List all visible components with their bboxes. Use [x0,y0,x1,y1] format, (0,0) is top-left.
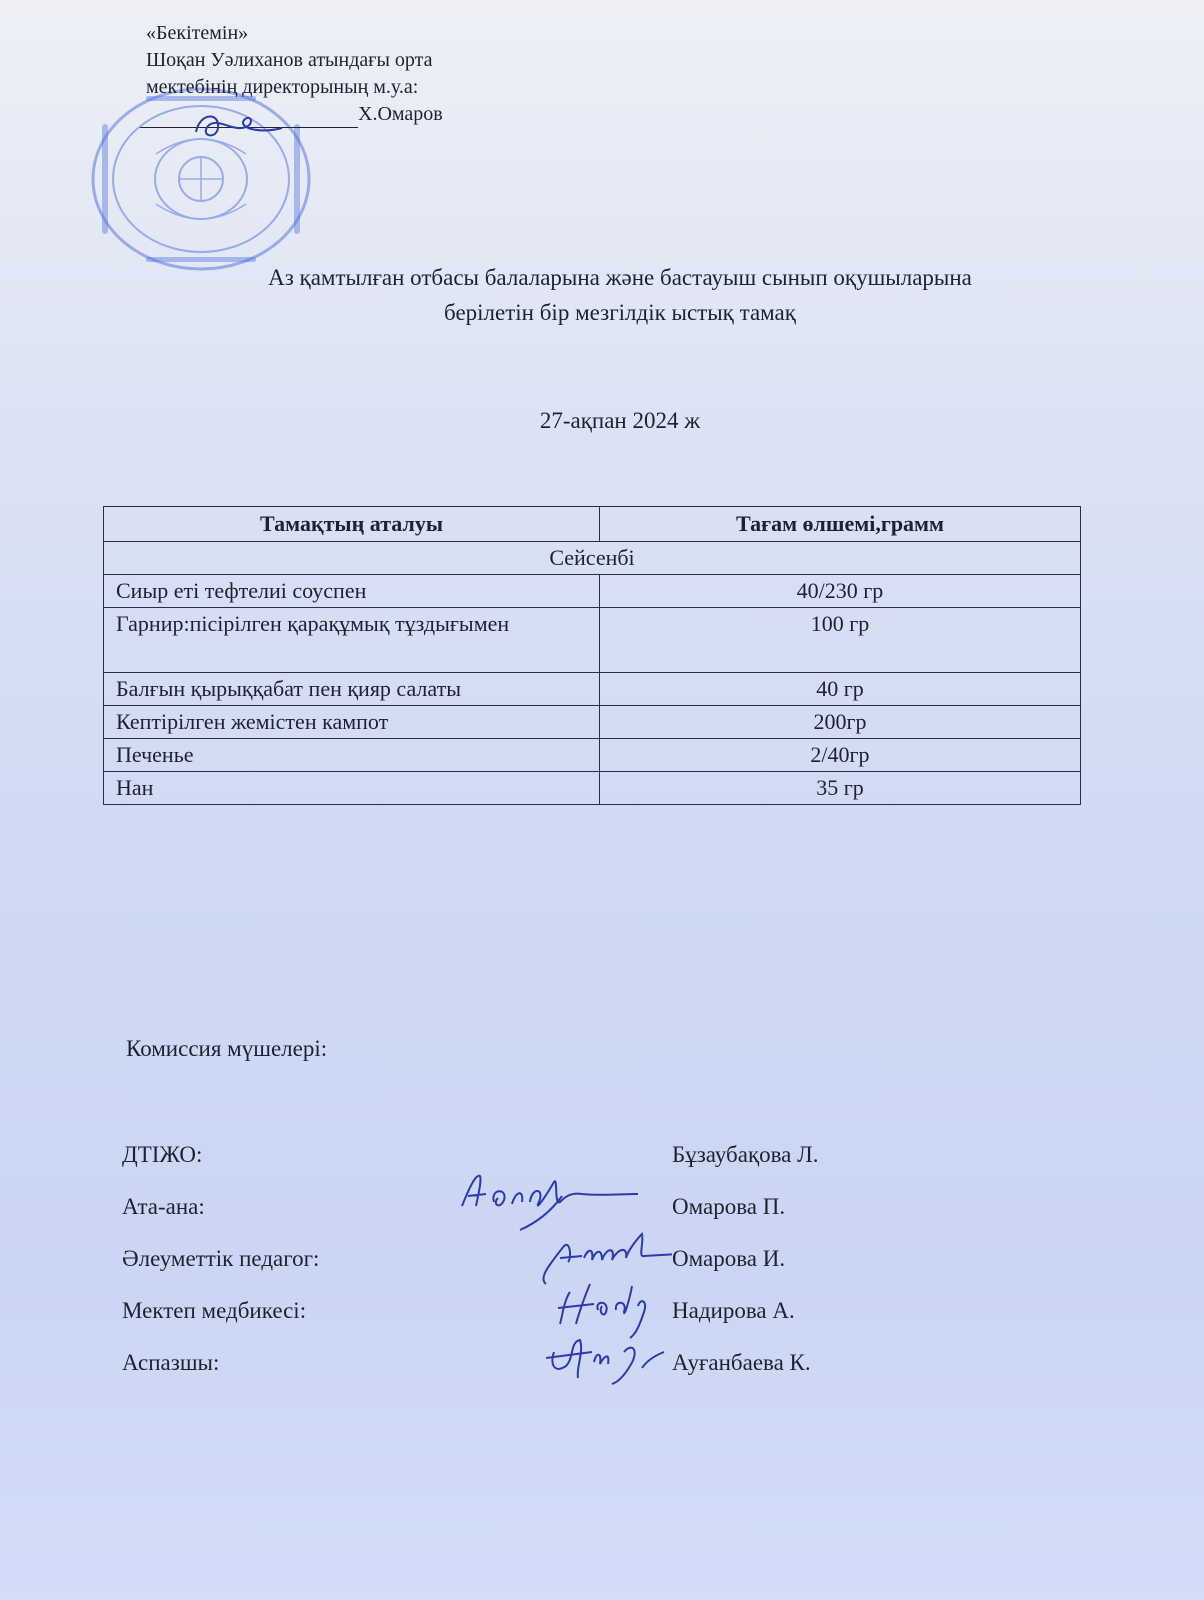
dish-amount: 100 гр [600,608,1081,673]
member-role: Әлеуметтік педагог: [122,1246,320,1271]
member-role: Мектеп медбикесі: [122,1298,307,1323]
member-role: ДТІЖО: [122,1142,203,1167]
member-role: Ата-ана: [122,1194,205,1219]
cook-signature [442,1322,672,1392]
dish-amount: 2/40гр [600,739,1081,772]
dish-name: Гарнир:пісірілген қарақұмық тұздығымен [104,608,600,673]
document-title [120,260,1120,330]
dish-amount: 40 гр [600,673,1081,706]
table-row [104,706,1081,739]
dish-name: Печенье [104,739,600,772]
table-row [104,608,1081,673]
member-name: Омарова П. [672,1194,786,1219]
header-dish-name: Тамақтың аталуы [104,507,600,542]
approval-school: Шоқан Уәлиханов атындағы орта [146,49,433,71]
day-label: Сейсенбі [104,542,1081,575]
director-signature [190,104,290,144]
title-line-2: берілетін бір мезгілдік ыстық тамақ [444,300,796,325]
member-name: Бұзаубақова Л. [672,1142,819,1167]
table-row [104,772,1081,805]
title-line-1: Аз қамтылған отбасы балаларына және бастауыш сынып оқушыларына [268,265,972,290]
dish-name: Нан [104,772,600,805]
member-name: Надирова А. [672,1298,795,1323]
document-date: 27-ақпан 2024 ж [539,408,701,433]
dish-amount: 40/230 гр [600,575,1081,608]
table-row [104,673,1081,706]
member-row [122,1350,922,1390]
table-day-row [104,542,1081,575]
table-row [104,739,1081,772]
table-row [104,575,1081,608]
member-role: Аспазшы: [122,1350,220,1375]
approval-signer: Х.Омаров [358,103,443,125]
dish-amount: 200гр [600,706,1081,739]
member-name: Омарова И. [672,1246,786,1271]
table-header-row [104,507,1081,542]
dish-amount: 35 гр [600,772,1081,805]
approval-position: мектебінің директорының м.у.а: [146,76,419,98]
member-name: Ауғанбаева К. [672,1350,811,1375]
header-portion-size: Тағам өлшемі,грамм [600,507,1081,542]
commission-title: Комиссия мүшелері: [126,1036,328,1061]
dish-name: Сиыр еті тефтелиі соуспен [104,575,600,608]
dish-name: Кептірілген жемістен кампот [104,706,600,739]
dish-name: Балғын қырыққабат пен қияр салаты [104,673,600,706]
approval-heading: «Бекітемін» [146,22,249,44]
menu-table [103,506,1081,805]
